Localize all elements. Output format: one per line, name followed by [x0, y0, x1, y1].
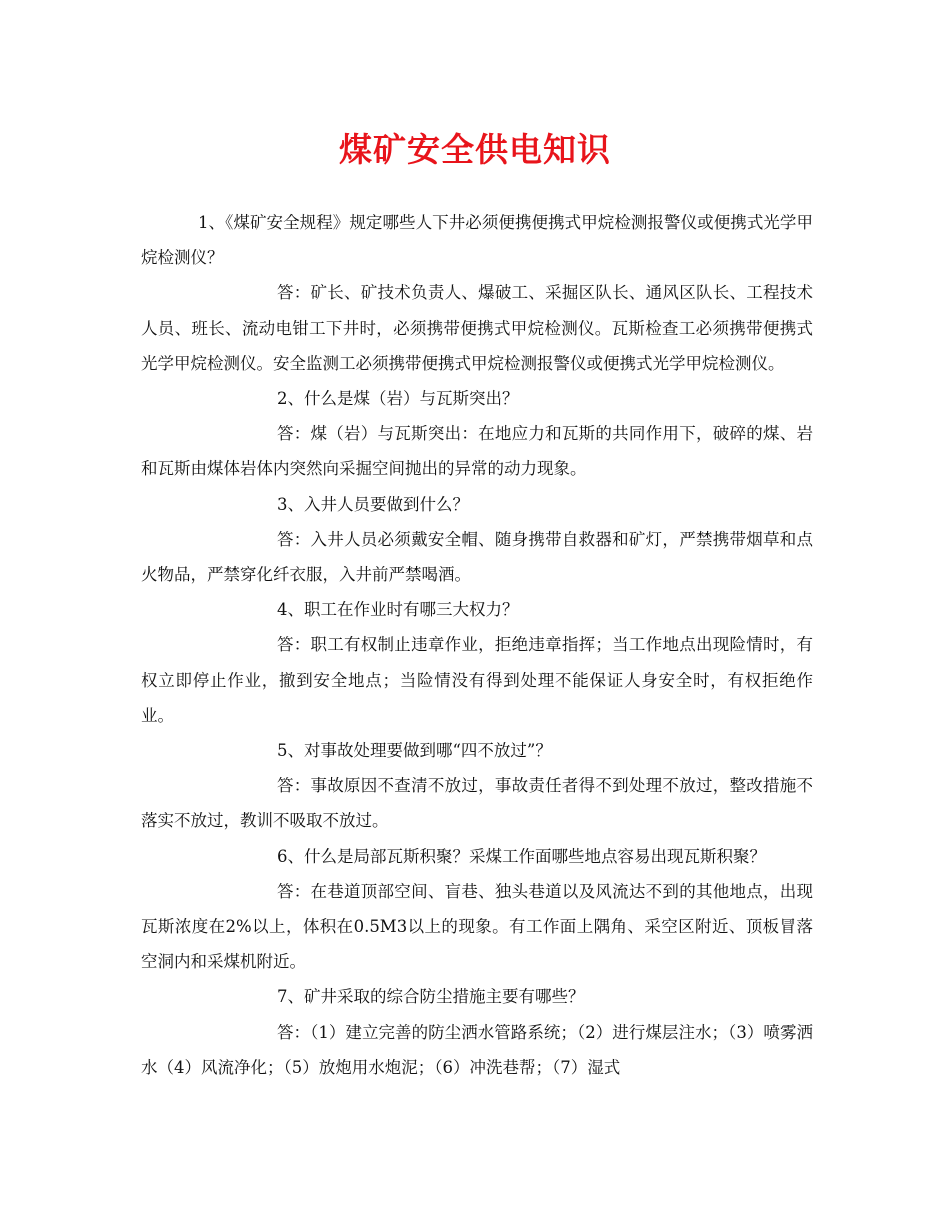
answer-3: 答：入井人员必须戴安全帽、随身携带自救器和矿灯，严禁携带烟草和点火物品，严禁穿化纤衣服，入井前严禁喝酒。	[141, 529, 813, 585]
answer-4: 答：职工有权制止违章作业，拒绝违章指挥；当工作地点出现险情时，有权立即停止作业，撤到安全地点；当险情没有得到处理不能保证人身安全时，有权拒绝作业。	[141, 635, 813, 725]
question-4: 4、职工在作业时有哪三大权力？	[277, 600, 519, 620]
answer-5: 答：事故原因不查清不放过，事故责任者得不到处理不放过，整改措施不落实不放过，教训不吸取不放过。	[141, 776, 813, 831]
answer-6: 答：在巷道顶部空间、盲巷、独头巷道以及风流达不到的其他地点，出现瓦斯浓度在2%以上，体积在0.5M3以上的现象。有工作面上隅角、采空区附近、顶板冒落空洞内和采煤机附近。	[141, 881, 813, 972]
document-body	[141, 205, 813, 1085]
question-6: 6、什么是局部瓦斯积聚？采煤工作面哪些地点容易出现瓦斯积聚？	[277, 846, 766, 866]
question-2: 2、什么是煤（岩）与瓦斯突出？	[277, 389, 519, 409]
answer-1: 答：矿长、矿技术负责人、爆破工、采掘区队长、通风区队长、工程技术人员、班长、流动电钳工下井时，必须携带便携式甲烷检测仪。瓦斯检查工必须携带便携式光学甲烷检测仪。安全监测工必须携带便携式甲烷检测报警仪或便携式光学甲烷检测仪。	[141, 283, 813, 373]
question-5: 5、对事故处理要做到哪“四不放过”？	[277, 741, 552, 761]
answer-7: 答：（1）建立完善的防尘洒水管路系统；（2）进行煤层注水；（3）喷雾洒水（4）风流净化；（5）放炮用水炮泥；（6）冲洗巷帮；（7）湿式	[141, 1022, 813, 1077]
question-1: 1、《煤矿安全规程》规定哪些人下井必须便携便携式甲烷检测报警仪或便携式光学甲烷检测仪？	[141, 213, 813, 268]
question-7: 7、矿井采取的综合防尘措施主要有哪些？	[277, 987, 585, 1007]
page-title: 煤矿安全供电知识	[339, 130, 611, 169]
question-3: 3、入井人员要做到什么？	[277, 494, 469, 514]
answer-2: 答：煤（岩）与瓦斯突出：在地应力和瓦斯的共同作用下，破碎的煤、岩和瓦斯由煤体岩体内突然向采掘空间抛出的异常的动力现象。	[141, 424, 813, 479]
